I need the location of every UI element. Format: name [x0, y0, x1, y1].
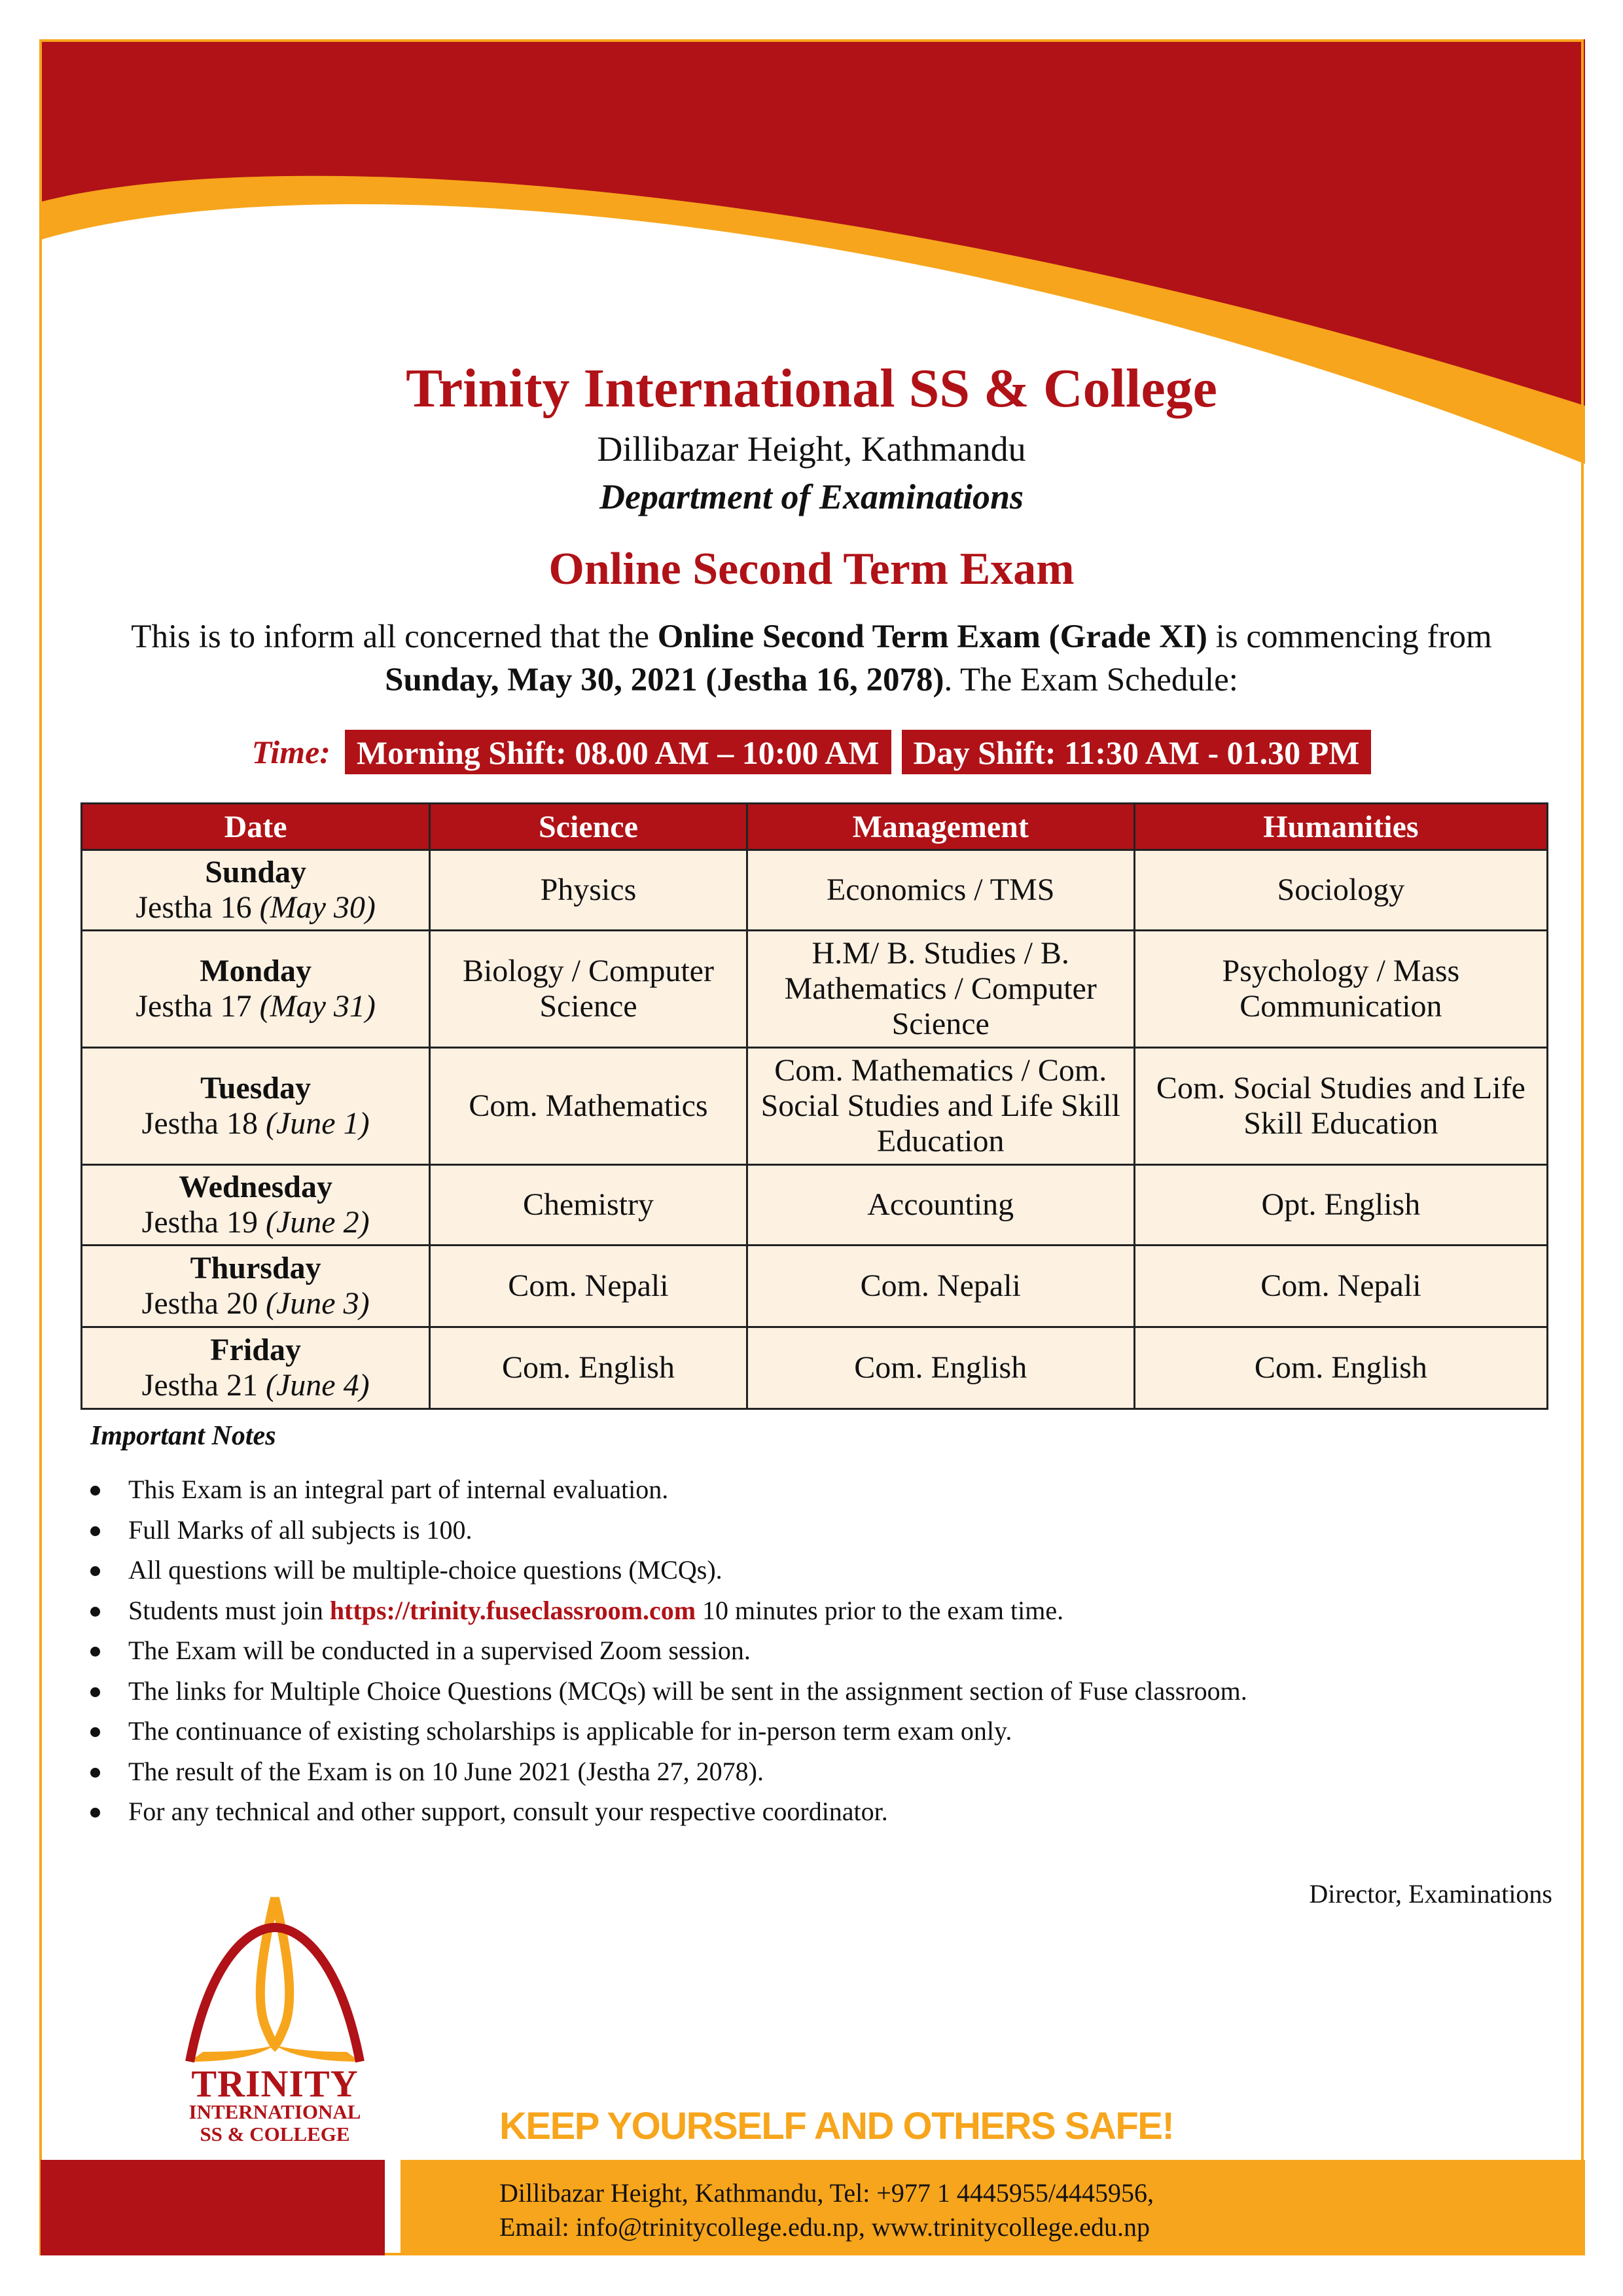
table-row [82, 1048, 1548, 1165]
note-item: All questions will be multiple-choice questions (MCQs). [90, 1550, 1247, 1590]
logo-text-international: INTERNATIONAL [188, 2100, 361, 2123]
important-notes-heading: Important Notes [90, 1421, 276, 1451]
table-row [82, 1165, 1548, 1246]
column-header-date: Date [82, 804, 430, 850]
intro-text: This is to inform all concerned that the [131, 619, 658, 655]
date-cell [82, 1165, 430, 1246]
footer-red-bar [41, 2160, 385, 2255]
table-row [82, 1246, 1548, 1327]
date-cell [82, 850, 430, 931]
science-subject-cell: Chemistry [430, 1165, 747, 1246]
fuse-classroom-link[interactable]: https://trinity.fuseclassroom.com [329, 1595, 696, 1625]
intro-start-date: Sunday, May 30, 2021 (Jestha 16, 2078) [385, 662, 944, 698]
day-shift-badge: Day Shift: 11:30 AM - 01.30 PM [902, 730, 1372, 774]
date-cell [82, 931, 430, 1048]
institution-address: Dillibazar Height, Kathmandu [597, 429, 1026, 469]
humanities-subject-cell: Psychology / Mass Communication [1134, 931, 1547, 1048]
weekday: Sunday [205, 855, 307, 889]
nepali-date: Jestha 21 [141, 1368, 266, 1403]
logo-text-college: SS & COLLEGE [200, 2123, 350, 2145]
safety-slogan: KEEP YOURSELF AND OTHERS SAFE! [499, 2105, 1174, 2147]
management-subject-cell: Com. Mathematics / Com. Social Studies and Life Skill Education [747, 1048, 1134, 1165]
logo-text-subtitle [177, 2101, 373, 2145]
weekday: Monday [200, 954, 312, 988]
important-notes-list [90, 1469, 1247, 1832]
morning-shift-badge: Morning Shift: 08.00 AM – 10:00 AM [345, 730, 891, 774]
english-date: (May 31) [259, 989, 376, 1024]
english-date: (June 2) [265, 1205, 370, 1240]
science-subject-cell: Com. Nepali [430, 1246, 747, 1327]
humanities-subject-cell: Com. Social Studies and Life Skill Education [1134, 1048, 1547, 1165]
english-date: (June 3) [265, 1286, 370, 1321]
date-cell [82, 1246, 430, 1327]
note-item: This Exam is an integral part of internal evaluation. [90, 1469, 1247, 1510]
nepali-date: Jestha 18 [141, 1106, 266, 1141]
table-header-row [82, 804, 1548, 850]
science-subject-cell: Com. English [430, 1327, 747, 1409]
nepali-date: Jestha 20 [141, 1286, 266, 1321]
humanities-subject-cell: Sociology [1134, 850, 1547, 931]
exam-time-row [0, 730, 1623, 774]
note-item: The continuance of existing scholarships is applicable for in-person term exam only. [90, 1711, 1247, 1751]
footer-email-website: Email: info@trinitycollege.edu.np, www.trinitycollege.edu.np [499, 2212, 1150, 2242]
science-subject-cell: Physics [430, 850, 747, 931]
column-header-humanities: Humanities [1134, 804, 1547, 850]
management-subject-cell: Com. Nepali [747, 1246, 1134, 1327]
note-item: The links for Multiple Choice Questions (MCQs) will be sent in the assignment section of Fuse classroom. [90, 1671, 1247, 1712]
science-subject-cell: Biology / Computer Science [430, 931, 747, 1048]
weekday: Tuesday [200, 1071, 312, 1105]
footer-contact [499, 2176, 1154, 2244]
note-item: For any technical and other support, consult your respective coordinator. [90, 1791, 1247, 1832]
weekday: Wednesday [179, 1170, 332, 1204]
table-row [82, 1327, 1548, 1409]
exam-title: Online Second Term Exam [548, 544, 1075, 594]
note-item: The result of the Exam is on 10 June 2021 (Jestha 27, 2078). [90, 1751, 1247, 1792]
department-name: Department of Examinations [599, 477, 1024, 516]
intro-text: . The Exam Schedule: [944, 662, 1238, 698]
note-text: 10 minutes prior to the exam time. [696, 1595, 1064, 1625]
english-date: (June 4) [265, 1368, 370, 1403]
date-cell [82, 1048, 430, 1165]
time-label: Time: [251, 734, 330, 770]
logo-text-trinity: TRINITY [191, 2062, 359, 2105]
weekday: Friday [210, 1333, 301, 1367]
table-row [82, 850, 1548, 931]
exam-schedule-table [80, 802, 1548, 1410]
management-subject-cell: Com. English [747, 1327, 1134, 1409]
institution-name: Trinity International SS & College [406, 358, 1217, 419]
note-item: Full Marks of all subjects is 100. [90, 1510, 1247, 1551]
footer-address: Dillibazar Height, Kathmandu, Tel: +977 1 4445955/4445956, [499, 2178, 1154, 2208]
nepali-date: Jestha 17 [135, 989, 260, 1024]
intro-exam-name: Online Second Term Exam (Grade XI) [657, 619, 1207, 655]
note-text: Students must join [128, 1595, 330, 1625]
nepali-date: Jestha 19 [141, 1205, 266, 1240]
science-subject-cell: Com. Mathematics [430, 1048, 747, 1165]
trinity-logo-icon [177, 1895, 373, 2065]
note-item-join [90, 1590, 1247, 1631]
humanities-subject-cell: Com. English [1134, 1327, 1547, 1409]
nepali-date: Jestha 16 [135, 890, 260, 925]
note-item: The Exam will be conducted in a supervised Zoom session. [90, 1630, 1247, 1671]
intro-paragraph [131, 615, 1492, 702]
signature-title: Director, Examinations [1309, 1879, 1552, 1909]
humanities-subject-cell: Opt. English [1134, 1165, 1547, 1246]
column-header-management: Management [747, 804, 1134, 850]
weekday: Thursday [190, 1251, 321, 1285]
date-cell [82, 1327, 430, 1409]
management-subject-cell: Economics / TMS [747, 850, 1134, 931]
intro-text: is commencing from [1207, 619, 1492, 655]
table-row [82, 931, 1548, 1048]
management-subject-cell: H.M/ B. Studies / B. Mathematics / Computer Science [747, 931, 1134, 1048]
column-header-science: Science [430, 804, 747, 850]
english-date: (May 30) [259, 890, 376, 925]
english-date: (June 1) [265, 1106, 370, 1141]
management-subject-cell: Accounting [747, 1165, 1134, 1246]
humanities-subject-cell: Com. Nepali [1134, 1246, 1547, 1327]
